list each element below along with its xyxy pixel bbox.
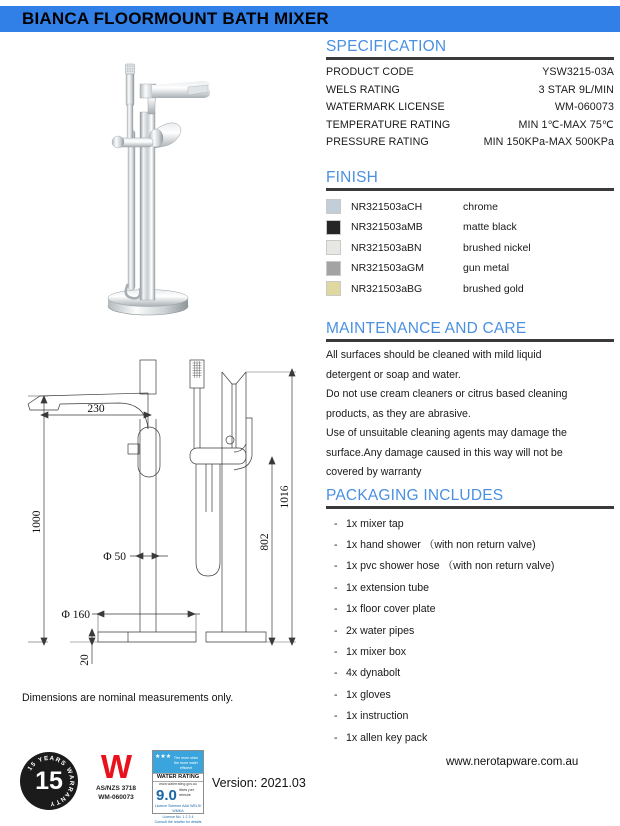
water-rating-note: The more stars the more water efficient xyxy=(173,756,199,770)
pack-item-label: 1x floor cover plate xyxy=(346,603,436,616)
pack-item-label: 1x hand shower （with non return valve) xyxy=(346,538,536,551)
bullet-dash: - xyxy=(334,645,338,658)
finish-swatch-matte-black xyxy=(326,220,341,235)
maintenance-section xyxy=(326,320,614,483)
finish-heading: FINISH xyxy=(326,168,379,186)
dim-base-height: 20 xyxy=(79,654,91,666)
dim-right-inner: 802 xyxy=(259,533,271,551)
list-item xyxy=(326,535,614,556)
pack-item-label: 1x allen key pack xyxy=(346,731,428,744)
care-line: All surfaces should be cleaned with mild liquid xyxy=(326,349,542,361)
website-url: www.nerotapware.com.au xyxy=(446,756,579,768)
spec-label: WELS RATING xyxy=(326,83,400,96)
spec-value: MIN 1℃-MAX 75℃ xyxy=(518,118,614,131)
spec-value: WM-060073 xyxy=(554,101,614,113)
water-rating-stars: ★★★ xyxy=(155,754,172,760)
maintenance-rule xyxy=(326,339,614,342)
list-item xyxy=(326,599,614,620)
finish-section xyxy=(326,169,614,300)
pack-item-label: 1x gloves xyxy=(346,688,391,701)
water-rating-footer-2: Licence No. 1 2 3 4 xyxy=(162,814,194,819)
spec-label: TEMPERATURE RATING xyxy=(326,118,451,131)
table-row xyxy=(326,134,614,152)
bullet-dash: - xyxy=(334,688,338,701)
spec-label: PRESSURE RATING xyxy=(326,136,429,148)
pack-item-label: 2x water pipes xyxy=(346,624,415,637)
technical-drawing xyxy=(0,352,312,682)
finish-swatch-gun-metal xyxy=(326,261,341,276)
specification-rule xyxy=(326,57,614,60)
list-item xyxy=(326,685,614,706)
dim-overall-height: 1000 xyxy=(31,510,43,534)
spec-label: WATERMARK LICENSE xyxy=(326,101,445,113)
spec-value: YSW3215-03A xyxy=(542,66,614,78)
finish-swatch-chrome xyxy=(326,199,341,214)
specification-table xyxy=(326,64,614,152)
pack-item-label: 1x extension tube xyxy=(346,581,430,594)
bullet-dash: - xyxy=(334,560,338,573)
finish-code: NR321503aMB xyxy=(351,221,423,233)
list-item xyxy=(326,578,614,599)
pack-item-label: 1x pvc shower hose （with non return valve) xyxy=(346,560,555,573)
water-rating-star-panel xyxy=(153,751,203,773)
bullet-dash: - xyxy=(334,710,338,723)
finish-name: brushed gold xyxy=(463,282,524,295)
dim-column-diameter: Φ 50 xyxy=(103,551,126,563)
bullet-dash: - xyxy=(334,538,338,551)
list-item xyxy=(326,197,614,218)
finish-code: NR321503aBG xyxy=(351,282,423,295)
care-line: covered by warranty xyxy=(326,466,422,478)
technical-drawing-svg xyxy=(0,352,312,682)
product-photo-svg xyxy=(0,34,312,334)
spec-label: PRODUCT CODE xyxy=(326,66,414,78)
bullet-dash: - xyxy=(334,517,338,530)
water-rating-footer-3: Consult the retailer for details xyxy=(154,820,202,825)
packaging-section xyxy=(326,487,614,749)
water-rating-footer-1: Licence Scheme AAA WELS/ WMKA xyxy=(154,804,202,814)
finish-name: gun metal xyxy=(463,262,510,274)
water-rating-value: 9.0 xyxy=(156,787,177,804)
packaging-rule xyxy=(326,506,614,509)
finish-swatch-brushed-nickel xyxy=(326,240,341,255)
list-item xyxy=(326,728,614,749)
warranty-years: 15 xyxy=(35,767,63,795)
maintenance-body xyxy=(326,346,614,483)
finish-name: matte black xyxy=(463,221,517,233)
list-item xyxy=(326,238,614,259)
pack-item-label: 1x instruction xyxy=(346,710,409,723)
table-row xyxy=(326,64,614,82)
pack-item-label: 4x dynabolt xyxy=(346,667,401,680)
packaging-list xyxy=(326,514,614,749)
list-item xyxy=(326,706,614,727)
care-line: Use of unsuitable cleaning agents may damage the xyxy=(326,427,567,439)
bullet-dash: - xyxy=(334,603,338,616)
watermark-standard: AS/NZS 3718 xyxy=(95,785,137,792)
water-rating-title: WATER RATING xyxy=(153,773,203,782)
watermark-w-icon: W xyxy=(100,748,132,785)
finish-code: NR321503aCH xyxy=(351,200,423,213)
maintenance-heading: MAINTENANCE AND CARE xyxy=(326,320,527,337)
version-label: Version: 2021.03 xyxy=(212,776,306,790)
bullet-dash: - xyxy=(334,667,338,680)
water-rating-badge xyxy=(152,750,204,825)
list-item xyxy=(326,663,614,684)
list-item xyxy=(326,258,614,279)
care-line: surface.Any damage caused in this way will not be xyxy=(326,446,563,459)
list-item xyxy=(326,556,614,577)
finish-rule xyxy=(326,188,614,191)
care-line: products, as they are abrasive. xyxy=(326,407,471,420)
care-line: Do not use cream cleaners or citrus based cleaning xyxy=(326,388,568,400)
bullet-dash: - xyxy=(334,581,338,594)
finish-swatch-brushed-gold xyxy=(326,281,341,296)
watermark-license: WM-060073 xyxy=(98,794,134,801)
spec-value: 3 STAR 9L/MIN xyxy=(538,83,614,96)
list-item xyxy=(326,217,614,238)
list-item xyxy=(326,642,614,663)
dim-base-diameter: Φ 160 xyxy=(61,609,90,621)
watermark-logo xyxy=(84,750,148,802)
care-line: detergent or soap and water. xyxy=(326,368,461,381)
water-rating-url: www.waterrating.gov.au xyxy=(159,782,197,786)
list-item xyxy=(326,621,614,642)
list-item xyxy=(326,279,614,300)
finish-name: brushed nickel xyxy=(463,241,531,254)
warranty-badge xyxy=(20,752,78,810)
svg-text:15 YEARS WARRANTY: 15 YEARS WARRANTY xyxy=(26,754,76,808)
bullet-dash: - xyxy=(334,731,338,744)
specification-heading: SPECIFICATION xyxy=(326,38,447,55)
table-row xyxy=(326,117,614,135)
dim-right-overall: 1016 xyxy=(279,485,291,509)
table-row xyxy=(326,82,614,100)
water-rating-unit: litres per minute xyxy=(178,787,195,797)
specification-section xyxy=(326,38,614,152)
finish-list xyxy=(326,197,614,300)
finish-code: NR321503aGM xyxy=(351,262,424,274)
packaging-heading: PACKAGING INCLUDES xyxy=(326,486,504,504)
table-row xyxy=(326,99,614,117)
pack-item-label: 1x mixer box xyxy=(346,645,407,658)
list-item xyxy=(326,514,614,535)
dim-spout-reach: 230 xyxy=(87,403,105,415)
pack-item-label: 1x mixer tap xyxy=(346,517,404,530)
left-column xyxy=(0,34,312,825)
right-column xyxy=(326,38,614,753)
finish-code: NR321503aBN xyxy=(351,241,422,254)
page-title: BIANCA FLOORMOUNT BATH MIXER xyxy=(22,9,329,28)
finish-name: chrome xyxy=(463,200,499,213)
bullet-dash: - xyxy=(334,624,338,637)
product-photo xyxy=(0,34,312,334)
drawing-caption: Dimensions are nominal measurements only. xyxy=(22,692,234,704)
spec-value: MIN 150KPa-MAX 500KPa xyxy=(483,136,614,148)
